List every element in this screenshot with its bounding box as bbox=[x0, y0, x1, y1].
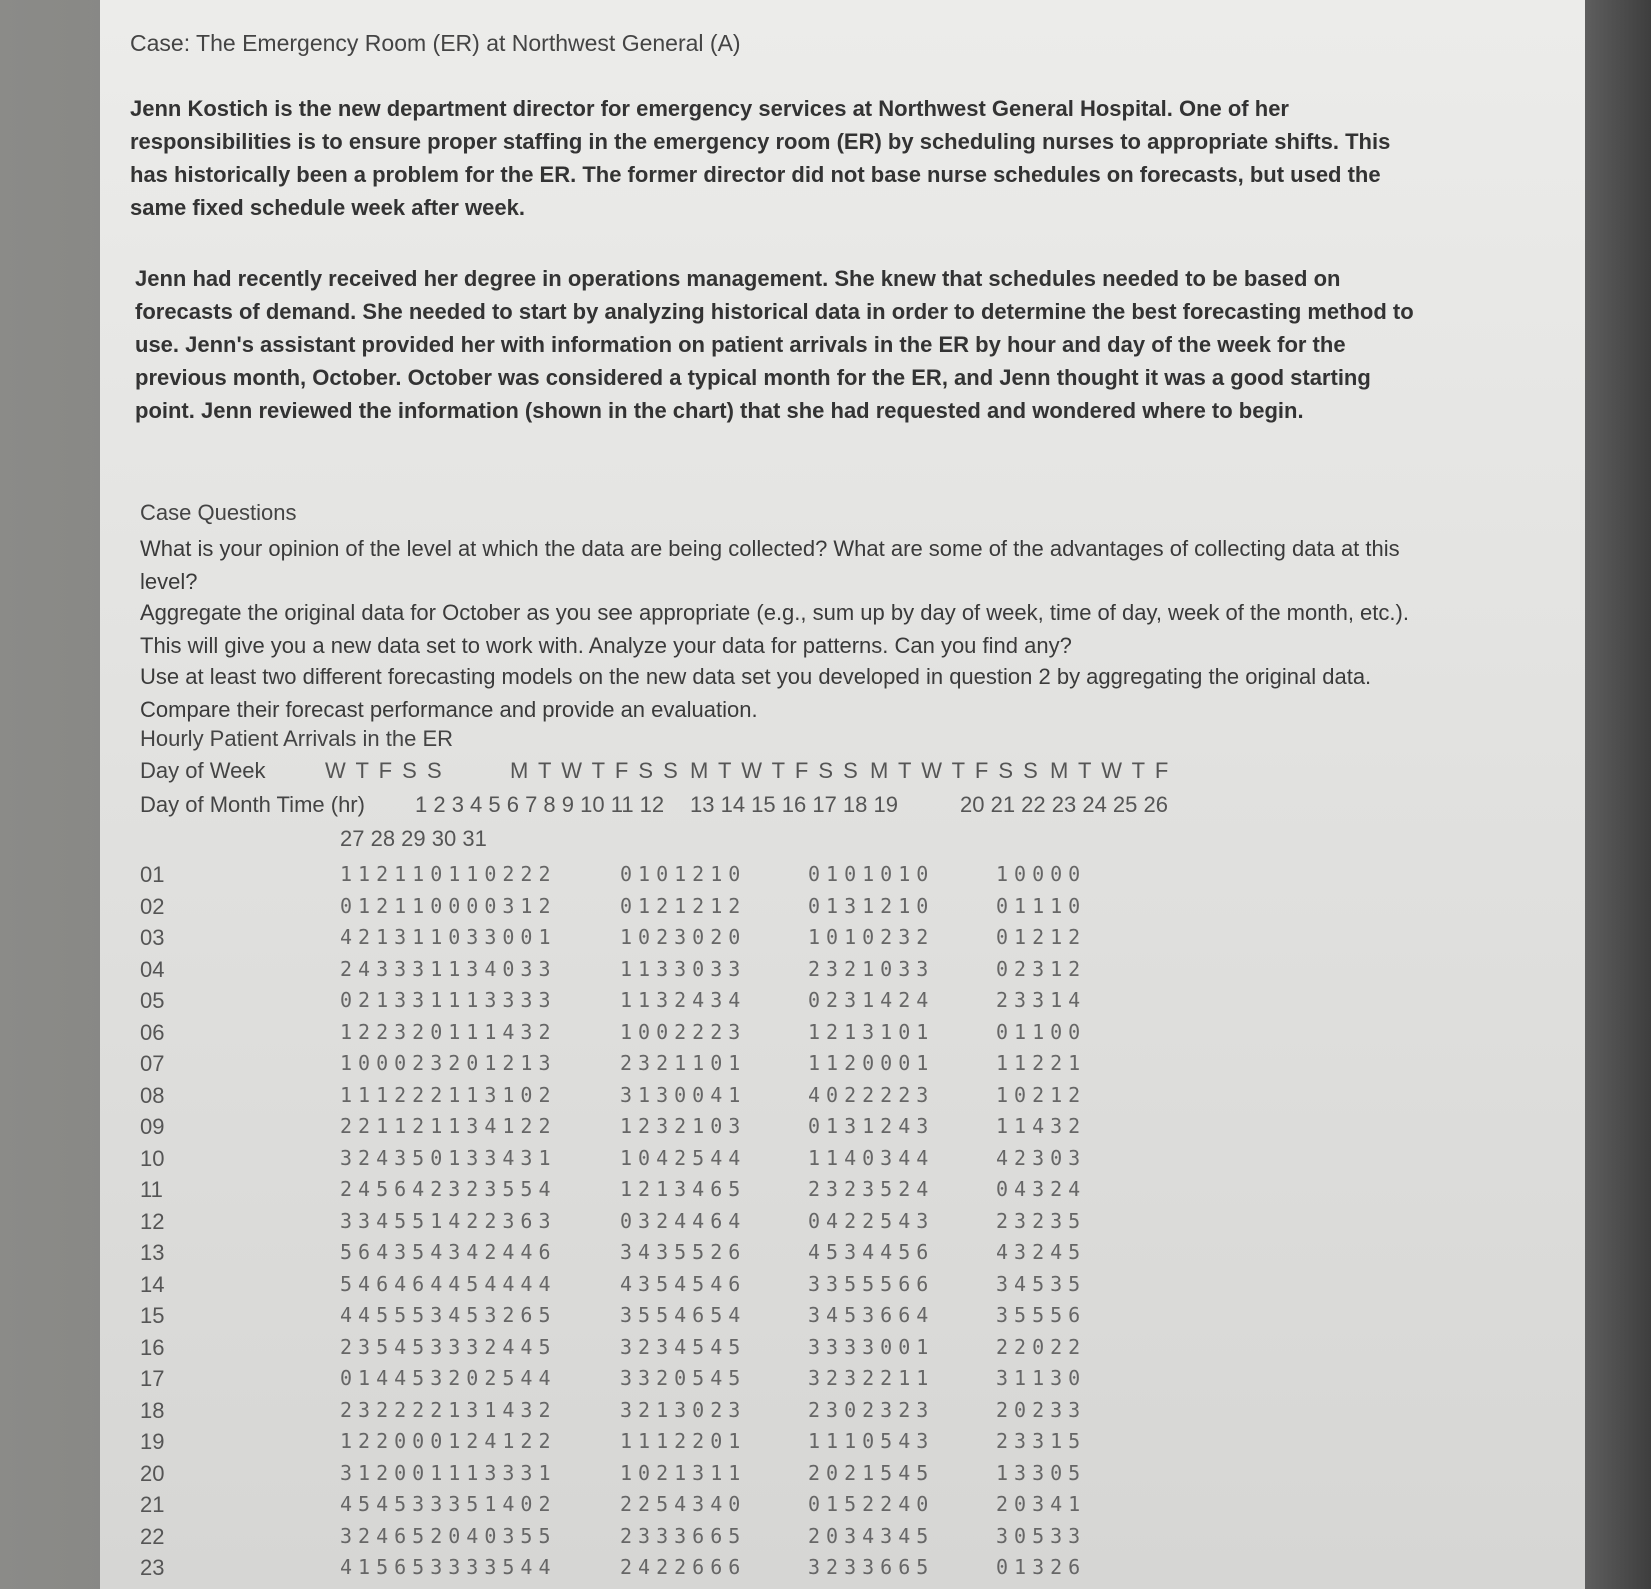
arrivals-cell: 1132434 bbox=[620, 988, 747, 1012]
dom-group-2: 13 14 15 16 17 18 19 bbox=[690, 792, 898, 817]
arrivals-cell: 4022223 bbox=[808, 1082, 935, 1107]
hour-cell: 08 bbox=[140, 1082, 165, 1108]
arrivals-cell: 564354342446 bbox=[340, 1240, 557, 1264]
arrivals-cell: 10000 bbox=[996, 862, 1087, 886]
arrivals-cell: 01100 bbox=[996, 1019, 1087, 1044]
photo-edge-shadow bbox=[1585, 0, 1651, 1589]
arrivals-cell: 23235 bbox=[996, 1208, 1087, 1233]
arrivals-cell: 23314 bbox=[996, 988, 1087, 1012]
arrivals-cell: 20341 bbox=[996, 1492, 1087, 1516]
arrivals-cell: 421311033001 bbox=[340, 925, 557, 949]
arrivals-cell: 20233 bbox=[996, 1397, 1087, 1422]
arrivals-cell: 1023020 bbox=[620, 925, 747, 949]
arrivals-cell: 2302323 bbox=[808, 1397, 935, 1422]
arrivals-cell: 243331134033 bbox=[340, 956, 557, 981]
intro-paragraph: Jenn Kostich is the new department director for emergency services at Northwest General Hospital. One of her responsibilities is to ensure proper staffing in the emergency room (ER) by scheduling nurses to appropriate shifts. This has historically been a problem for the ER. The former director did not base nurse schedules on forecasts, but used the same fixed schedule week after week. bbox=[130, 96, 1391, 220]
arrivals-cell: 2254340 bbox=[620, 1492, 747, 1516]
arrivals-cell: 0231424 bbox=[808, 988, 935, 1012]
arrivals-cell: 22022 bbox=[996, 1334, 1087, 1359]
hour-cell: 22 bbox=[140, 1523, 165, 1549]
arrivals-cell: 2333665 bbox=[620, 1523, 747, 1548]
arrivals-cell: 122000124122 bbox=[340, 1429, 557, 1453]
arrivals-cell: 4534456 bbox=[808, 1240, 935, 1264]
arrivals-cell: 3333001 bbox=[808, 1334, 935, 1359]
arrivals-cell: 0101010 bbox=[808, 862, 935, 886]
arrivals-cell: 04324 bbox=[996, 1177, 1087, 1201]
arrivals-cell: 0131210 bbox=[808, 893, 935, 918]
hour-cell: 17 bbox=[140, 1366, 165, 1391]
arrivals-cell: 34535 bbox=[996, 1271, 1087, 1296]
arrivals-cell: 122320111432 bbox=[340, 1019, 557, 1044]
arrivals-cell: 0131243 bbox=[808, 1114, 935, 1138]
hour-cell: 01 bbox=[140, 862, 165, 887]
arrivals-cell: 100023201213 bbox=[340, 1051, 557, 1075]
arrivals-cell: 2422666 bbox=[620, 1555, 747, 1579]
arrivals-cell: 415653333544 bbox=[340, 1555, 557, 1579]
dom-group-4: 27 28 29 30 31 bbox=[340, 826, 487, 851]
arrivals-cell: 1213465 bbox=[620, 1177, 747, 1201]
arrivals-cell: 0101210 bbox=[620, 862, 747, 886]
arrivals-cell: 3233665 bbox=[808, 1555, 935, 1579]
dow-group-5: M T W T F bbox=[1050, 758, 1171, 783]
dow-group-3: M T W T F S S bbox=[690, 758, 860, 783]
arrivals-cell: 0152240 bbox=[808, 1492, 935, 1516]
question-1: What is your opinion of the level at which the data are being collected? What are some of the advantages of collecting data at this level? bbox=[140, 536, 1400, 594]
hour-cell: 15 bbox=[140, 1303, 165, 1328]
arrivals-cell: 112110110222 bbox=[340, 862, 557, 886]
arrivals-cell: 0422543 bbox=[808, 1208, 935, 1233]
arrivals-cell: 021331113333 bbox=[340, 988, 557, 1012]
arrivals-cell: 3320545 bbox=[620, 1366, 747, 1390]
dom-group-3: 20 21 22 23 24 25 26 bbox=[960, 792, 1168, 817]
arrivals-cell: 42303 bbox=[996, 1145, 1087, 1170]
dom-group-1: 1 2 3 4 5 6 7 8 9 10 11 12 bbox=[415, 792, 665, 817]
arrivals-cell: 324652040355 bbox=[340, 1523, 557, 1548]
arrivals-cell: 111222113102 bbox=[340, 1082, 557, 1107]
arrivals-cell: 014453202544 bbox=[340, 1366, 557, 1390]
hour-cell: 05 bbox=[140, 988, 165, 1013]
arrivals-cell: 1042544 bbox=[620, 1145, 747, 1170]
arrivals-cell: 1002223 bbox=[620, 1019, 747, 1044]
arrivals-cell: 232222131432 bbox=[340, 1397, 557, 1422]
hour-cell: 07 bbox=[140, 1051, 165, 1076]
hour-cell: 11 bbox=[140, 1177, 163, 1202]
arrivals-cell: 4354546 bbox=[620, 1271, 747, 1296]
case-title: Case: The Emergency Room (ER) at Northwest General (A) bbox=[130, 30, 741, 56]
hour-cell: 10 bbox=[140, 1145, 165, 1171]
arrivals-cell: 324350133431 bbox=[340, 1145, 557, 1170]
arrivals-cell: 3232211 bbox=[808, 1366, 935, 1390]
question-2: Aggregate the original data for October as you see appropriate (e.g., sum up by day of week, time of day, week of the month, etc.). This will give you a new data set to work with. Analyze your data for patterns. Can you find any? bbox=[140, 600, 1409, 658]
arrivals-cell: 221121134122 bbox=[340, 1114, 557, 1138]
arrivals-cell: 01212 bbox=[996, 925, 1087, 949]
hour-cell: 04 bbox=[140, 956, 165, 982]
hour-cell: 21 bbox=[140, 1492, 165, 1517]
arrivals-cell: 546464454444 bbox=[340, 1271, 557, 1296]
arrivals-cell: 3453664 bbox=[808, 1303, 935, 1327]
hour-cell: 14 bbox=[140, 1271, 165, 1297]
hour-cell: 23 bbox=[140, 1555, 165, 1580]
arrivals-cell: 23315 bbox=[996, 1429, 1087, 1453]
dow-group-1: W T F S S bbox=[325, 758, 444, 783]
arrivals-cell: 1140344 bbox=[808, 1145, 935, 1170]
table-title: Hourly Patient Arrivals in the ER bbox=[140, 726, 454, 751]
arrivals-cell: 01110 bbox=[996, 893, 1087, 918]
arrivals-cell: 10212 bbox=[996, 1082, 1087, 1107]
arrivals-cell: 11432 bbox=[996, 1114, 1087, 1138]
arrivals-cell: 0121212 bbox=[620, 893, 747, 918]
arrivals-cell: 30533 bbox=[996, 1523, 1087, 1548]
hour-cell: 19 bbox=[140, 1429, 165, 1454]
arrivals-cell: 245642323554 bbox=[340, 1177, 557, 1201]
arrivals-cell: 1213101 bbox=[808, 1019, 935, 1044]
arrivals-cell: 2034345 bbox=[808, 1523, 935, 1548]
background-paragraph: Jenn had recently received her degree in operations management. She knew that schedules needed to be based on forecasts of demand. She needed to start by analyzing historical data in order to determine the best forecasting method to use. Jenn's assistant provided her with information on patient arrivals in the ER by hour and day of the week for the previous month, October. October was considered a typical month for the ER, and Jenn thought it was a good starting point. Jenn reviewed the information (shown in the chart) that she had requested and wondered where to begin. bbox=[135, 266, 1414, 423]
dow-group-2: M T W T F S S bbox=[510, 758, 680, 783]
arrivals-cell: 02312 bbox=[996, 956, 1087, 981]
arrivals-cell: 1120001 bbox=[808, 1051, 935, 1075]
document-page bbox=[100, 0, 1585, 1589]
question-3: Use at least two different forecasting models on the new data set you developed in question 2 by aggregating the original data. Compare their forecast performance and provide an evaluation. bbox=[140, 664, 1372, 722]
day-of-week-label: Day of Week bbox=[140, 758, 266, 783]
arrivals-cell: 13305 bbox=[996, 1460, 1087, 1485]
arrivals-cell: 312001113331 bbox=[340, 1460, 557, 1485]
arrivals-cell: 454533351402 bbox=[340, 1492, 557, 1516]
arrivals-cell: 3435526 bbox=[620, 1240, 747, 1264]
arrivals-cell: 2323524 bbox=[808, 1177, 935, 1201]
arrivals-cell: 1021311 bbox=[620, 1460, 747, 1485]
arrivals-cell: 2021545 bbox=[808, 1460, 935, 1485]
hour-cell: 03 bbox=[140, 925, 165, 950]
arrivals-cell: 1232103 bbox=[620, 1114, 747, 1138]
arrivals-cell: 3234545 bbox=[620, 1334, 747, 1359]
hour-cell: 12 bbox=[140, 1208, 165, 1234]
arrivals-cell: 445553453265 bbox=[340, 1303, 557, 1327]
case-questions-heading: Case Questions bbox=[140, 500, 297, 525]
arrivals-cell: 1112201 bbox=[620, 1429, 747, 1453]
arrivals-cell: 3130041 bbox=[620, 1082, 747, 1107]
arrivals-cell: 1010232 bbox=[808, 925, 935, 949]
arrivals-cell: 334551422363 bbox=[340, 1208, 557, 1233]
hour-cell: 09 bbox=[140, 1114, 165, 1139]
arrivals-cell: 012110000312 bbox=[340, 893, 557, 918]
day-of-month-label: Day of Month Time (hr) bbox=[140, 792, 365, 817]
hour-cell: 20 bbox=[140, 1460, 165, 1486]
hour-cell: 16 bbox=[140, 1334, 165, 1360]
arrivals-cell: 11221 bbox=[996, 1051, 1087, 1075]
hour-cell: 02 bbox=[140, 893, 165, 919]
hour-cell: 06 bbox=[140, 1019, 165, 1045]
arrivals-cell: 0324464 bbox=[620, 1208, 747, 1233]
arrivals-cell: 43245 bbox=[996, 1240, 1087, 1264]
arrivals-cell: 3355566 bbox=[808, 1271, 935, 1296]
hour-cell: 18 bbox=[140, 1397, 165, 1423]
arrivals-cell: 2321101 bbox=[620, 1051, 747, 1075]
arrivals-cell: 2321033 bbox=[808, 956, 935, 981]
arrivals-cell: 235453332445 bbox=[340, 1334, 557, 1359]
arrivals-cell: 31130 bbox=[996, 1366, 1087, 1390]
arrivals-cell: 3554654 bbox=[620, 1303, 747, 1327]
dow-group-4: M T W T F S S bbox=[870, 758, 1040, 783]
arrivals-cell: 01326 bbox=[996, 1555, 1087, 1579]
hour-cell: 13 bbox=[140, 1240, 165, 1265]
arrivals-cell: 35556 bbox=[996, 1303, 1087, 1327]
arrivals-cell: 3213023 bbox=[620, 1397, 747, 1422]
arrivals-cell: 1110543 bbox=[808, 1429, 935, 1453]
arrivals-cell: 1133033 bbox=[620, 956, 747, 981]
